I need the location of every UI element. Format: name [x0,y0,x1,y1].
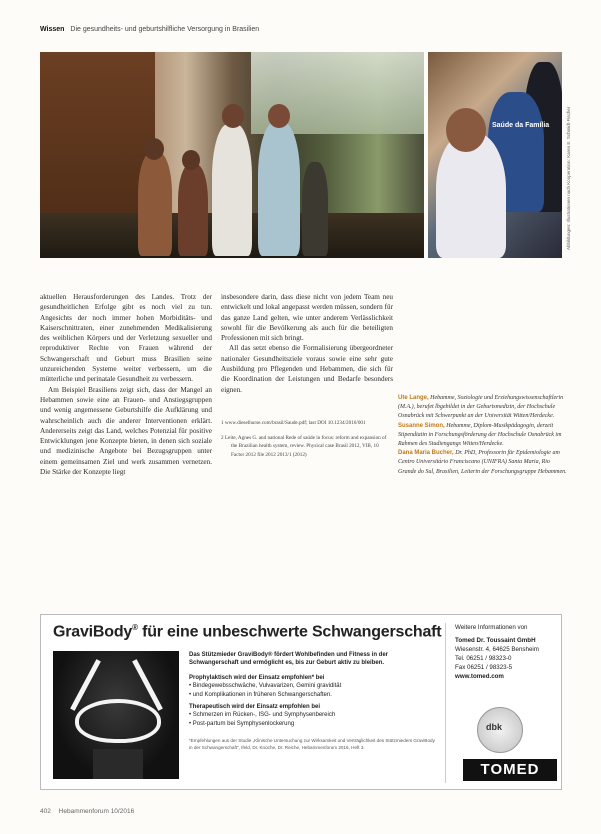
health-worker-head [268,104,290,128]
product-base [93,749,143,779]
photo-credit: Abbildungen: Illustrationen nach Kooperation: Karen E. Schmidt-Fischer [566,106,571,250]
background-figure [302,162,328,256]
reference-list [221,419,393,459]
header-topic: Die gesundheits- und geburtshilfliche Versorgung in Brasilien [70,26,260,33]
journal-issue: Hebammenforum 10/2016 [58,808,135,815]
author-name: Dana Maria Bucher, [398,450,454,457]
ad-title [53,623,441,641]
company-phone: Tel. 06251 / 98323-0 [455,655,512,662]
paragraph: aktuellen Herausforderungen des Landes. Trotz der gesundheitlichen Erfolge gibt es noch viel zu tun. Angesichts der noch immer hohen Morbiditäts- und Kaiserschnittraten, einer zunehmenden Medikalisierung des weiblichen Körpers und der Verletzung sexueller und reproduktiver Rechte von Frauen während der Schwangerschaft und Geburt muss Brasilien seine unzureichenden Systeme weiter verbessern, um die mütterliche und perinatale Gesundheit zu verbessern. [40,293,212,384]
health-worker-figure [258,122,300,256]
company-name: Tomed Dr. Toussaint GmbH [455,637,536,644]
shirt-print: Saúde da Família [492,122,550,129]
paragraph: insbesondere darin, dass diese nicht von jedem Team neu entwickelt und lokal angepasst werden müssen, sondern für das ganze Land gelten, wie unter anderem Verlässlichkeit sowohl für die Bevölkerung als auch für die beteiligten Professionen mit sich bringt. [221,293,393,343]
indication-list [189,682,435,699]
child-figure [138,152,172,256]
author-description: Hebamme, Diplom-Musikpädagogin, derzeit Stipendiatin in Forschungsförderung der Hochschule Osnabrück im Rahmen des Studiengangs Witten/Herdecke. [398,422,562,448]
ad-lead: Das Stützmieder GraviBody® fördert Wohlbefinden und Fitness in der Schwangerschaft und ermöglicht es, bis zur Geburt aktiv zu bleiben. [189,652,388,667]
seal-text: dbk [486,722,503,732]
consultation-photo [428,52,562,258]
indication-item: • und Komplikationen in früheren Schwangerschaften. [189,691,435,699]
company-website: www.tomed.com [455,673,504,680]
ad-fineprint: *Empfehlungen aus der Studie „Klinische Untersuchung zur Wirksamkeit und Verträglichkeit des Stützmieders GraviBody in der Schwangerschaft“, Ifeld, Dr. Knoche, Dr. Reiche, Hebammenforum 2016, Heft 3. [189,738,435,750]
author-entry [398,422,568,450]
ad-contact [455,623,559,681]
article-column-2 [221,292,393,466]
woman-head [222,104,244,128]
running-header [40,26,259,33]
elderly-woman-head [446,108,486,152]
indication-item: • Bindegewebsschwäche, Vulvavarizen, Gemini gravidität [189,682,435,690]
support-belt [75,699,161,743]
company-fax: Fax 06251 / 98323-5 [455,664,513,671]
product-photo [53,651,179,779]
tomed-logo: TOMED [463,759,557,781]
ad-subheading: Therapeutisch wird der Einsatz empfohlen bei [189,704,321,711]
woman-figure [212,124,252,256]
author-name: Ute Lange, [398,395,429,401]
therapy-item: • Schmerzen im Rücken-, ISG- und Symphysenbereich [189,711,435,719]
page-footer [40,808,134,815]
contact-title: Weitere Informationen von [455,624,528,631]
author-entry [398,394,568,422]
therapy-list [189,711,435,728]
quality-seal [477,707,523,753]
author-info [398,394,568,477]
paragraph: Am Beispiel Brasiliens zeigt sich, dass der Mangel an Hebammen sowie eine an Frauen- und Anstiegsgruppen und wenig angemessene Geburtshilfe die Aufklärung und wahrscheinlich auch die anderer Interventionen erklärt. Andererseits zeigt das Land, welches Potenzial für positive Entwicklungen jene Konzepte bieten, in denen sich soziale und medizinische Angebote bei Bezugsgruppen unter einem gemeinsamen Ziel und werk zusammen vernetzen. Die Stärke der Konzepte liegt [40,385,212,477]
gravibody-advertisement [40,614,562,790]
ad-brand: GraviBody [53,623,133,641]
reference-item: 2 Leite, Agnes G. and national Rede of saúde in focus: reform and expansion of the Brazilian health system, review. Physical case Brasil 2012, VIB, 10 Factor 2012 file 2012 2013/1 (2012) [221,435,387,458]
registered-mark: ® [132,623,138,632]
author-description: Hebamme, Soziologie und Erziehungswissenschaftlerin (M.A.), berufet lbgebildet in der Geburtsmedizin, der Hochschule Osnabrück mit Schwerpunkt an der Universität Witten/Herdecke. [398,395,564,420]
section-label: Wissen [40,26,65,33]
author-description: Dr. PhD, Professorin für Epidemiologie am Centro Universitário Franciscano (UNIFRA) Santa Maria, Rio Grande do Sul, Brasilien, Leiterin der Forschungsgruppe Hebammen. [398,450,567,475]
child-head [144,138,164,160]
reference-item: 1 www.dieselhurse.com/brasil/Saude.pdf; last DOI 10.1234/2016/001 [221,419,366,426]
page-number: 402 [40,808,51,815]
author-entry [398,449,568,477]
child-head-2 [182,150,200,170]
street-photo [40,52,424,258]
ad-body [189,651,435,751]
author-name: Susanne Simon, [398,422,445,429]
company-address: Wiesenstr. 4, 64625 Bensheim [455,646,539,653]
ad-divider [445,623,446,783]
therapy-item: • Post-partum bei Symphysenlockerung [189,720,435,728]
paragraph: All das setzt ebenso die Formalisierung übergeordneter nationaler Gesundheitsziele voraus sowie eine sehr gute Ausbildung pro Pflegenden und Hebammen, die sich für die Koordination der Leistungen und Bedarfe besonders eignen. [221,344,393,394]
ad-title-rest: für eine unbeschwerte Schwangerschaft [137,623,442,641]
ad-subheading: Prophylaktisch wird der Einsatz empfohlen* bei [189,674,325,681]
article-column-1 [40,292,212,477]
child-figure-2 [178,164,208,256]
